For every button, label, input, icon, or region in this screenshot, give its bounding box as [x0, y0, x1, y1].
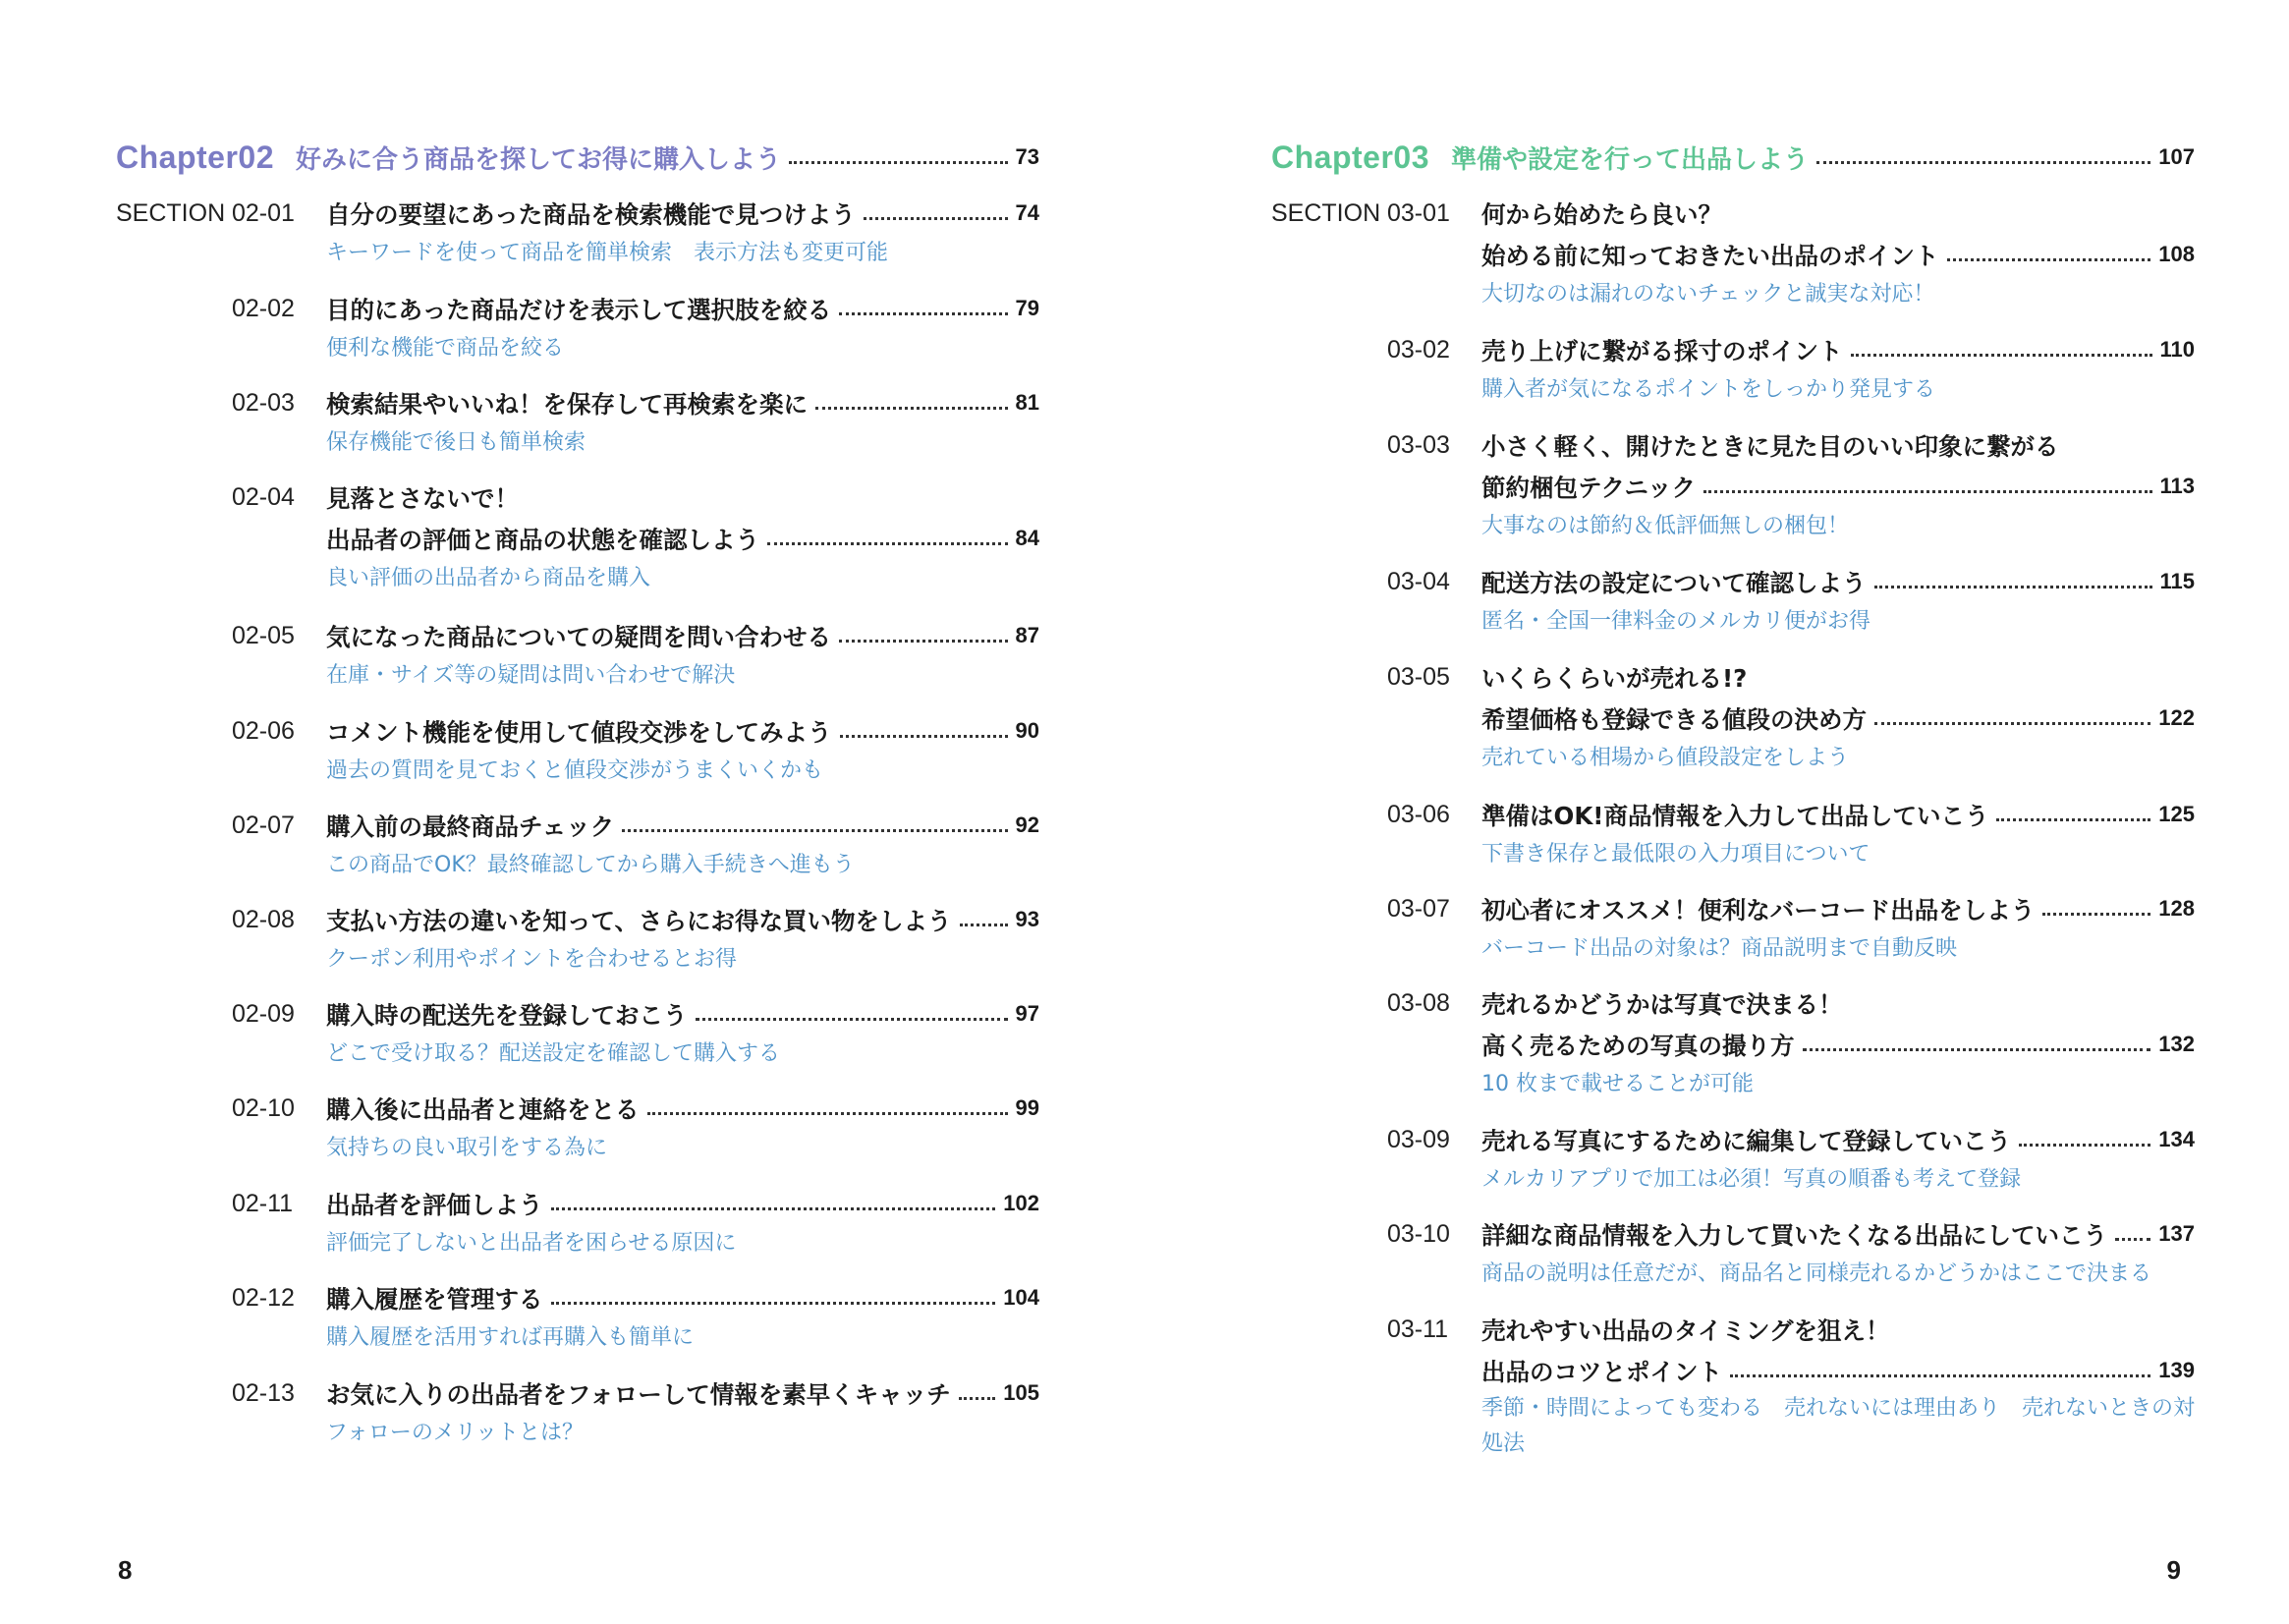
entry-title-line — [326, 193, 1039, 234]
section-number: 02-09 — [232, 1000, 295, 1028]
entry-title: 初心者にオススメ！便利なバーコード出品をしよう — [1481, 895, 2036, 924]
page-number: 92 — [1015, 812, 1039, 837]
folio-page-number: 9 — [2166, 1555, 2181, 1585]
entry-subtitle: 下書き保存と最低限の入力項目について — [1481, 842, 1870, 867]
entry-title: 詳細な商品情報を入力して買いたくなる出品にしていこう — [1481, 1220, 2107, 1250]
entry-subtitle: 売れている相場から値段設定をしよう — [1481, 746, 1850, 770]
toc-entry — [116, 710, 1039, 791]
entry-title-prefix: 売れやすい出品のタイミングを狙え！ — [1481, 1316, 1890, 1345]
entry-title-line — [326, 382, 1039, 423]
leader-dots — [647, 1112, 1008, 1115]
leader-dots — [551, 1207, 996, 1210]
page-number: 105 — [1003, 1380, 1039, 1405]
leader-dots — [1803, 1048, 2151, 1051]
toc-entry — [116, 1088, 1039, 1168]
chapter-heading — [116, 136, 1039, 179]
chapter-heading — [1271, 136, 2195, 179]
section-label: SECTION — [1271, 199, 1381, 227]
leader-dots — [960, 924, 1008, 926]
page-number: 110 — [2159, 337, 2195, 362]
toc-entry — [116, 899, 1039, 980]
leader-dots — [1874, 586, 2152, 588]
entry-title-line — [1481, 1024, 2195, 1065]
leader-dots — [864, 217, 1008, 220]
entry-title: 気になった商品についての疑問を問い合わせる — [326, 622, 832, 651]
entry-title-line — [1481, 561, 2195, 602]
page-number: 87 — [1015, 623, 1039, 647]
entry-title: 売り上げに繋がる採寸のポイント — [1481, 336, 1843, 365]
entry-subtitle: この商品でOK？最終確認してから購入手続きへ進もう — [326, 853, 855, 877]
entry-title-line — [326, 518, 1039, 559]
entry-subtitle: 良い評価の出品者から商品を購入 — [326, 566, 651, 590]
entry-title: 配送方法の設定について確認しよう — [1481, 568, 1867, 597]
right-page — [1271, 0, 2195, 1624]
entry-title-line — [1481, 656, 2195, 698]
entry-subtitle: どこで受け取る？配送設定を確認して購入する — [326, 1041, 781, 1066]
entry-subtitle: 便利な機能で商品を絞る — [326, 336, 565, 361]
entry-title-prefix: 小さく軽く、開けたときに見た目のいい印象に繋がる — [1481, 431, 2059, 461]
section-number: 02-11 — [232, 1190, 294, 1217]
leader-dots — [1996, 818, 2150, 821]
entry-title-line — [326, 1183, 1039, 1224]
page-number: 84 — [1015, 526, 1039, 550]
entry-subtitle: 購入者が気になるポイントをしっかり発見する — [1481, 377, 1936, 402]
entry-title: 売れる写真にするために編集して登録していこう — [1481, 1126, 2011, 1155]
entry-subtitle: 購入履歴を活用すれば再購入も簡単に — [326, 1325, 695, 1350]
entry-subtitle: 在庫・サイズ等の疑問は問い合わせで解決 — [326, 663, 736, 688]
leader-dots — [1730, 1374, 2150, 1377]
entry-title-line — [1481, 329, 2195, 370]
entry-title-line — [1481, 1309, 2195, 1350]
entry-subtitle: バーコード出品の対象は？商品説明まで自動反映 — [1481, 936, 1958, 961]
entry-title: 始める前に知っておきたい出品のポイント — [1481, 241, 1939, 270]
leader-dots — [839, 312, 1007, 315]
left-page — [116, 0, 1039, 1624]
chapter-label: Chapter02 — [116, 139, 274, 175]
entry-title-prefix: いくらくらいが売れる!? — [1481, 663, 1748, 693]
toc-entry — [1271, 561, 2195, 642]
page-number: 102 — [1003, 1191, 1039, 1215]
toc-entry — [1271, 982, 2195, 1104]
section-number: 03-09 — [1387, 1126, 1450, 1153]
toc-entry — [116, 993, 1039, 1074]
entry-title: 出品のコツとポイント — [1481, 1357, 1722, 1386]
entry-title-prefix: 何から始めたら良い？ — [1481, 199, 1722, 229]
toc-entry — [1271, 794, 2195, 874]
toc-entry — [116, 615, 1039, 696]
page-number: 90 — [1015, 718, 1039, 743]
entry-subtitle: 匿名・全国一律料金のメルカリ便がお得 — [1481, 609, 1871, 634]
entry-subtitle: 季節・時間によっても変わる 売れないには理由あり 売れないときの対処法 — [1481, 1396, 2196, 1456]
leader-dots — [1851, 354, 2152, 357]
entry-title-line — [326, 1372, 1039, 1414]
toc-entry — [1271, 888, 2195, 969]
entry-title-line — [1481, 698, 2195, 739]
entry-subtitle: フォローのメリットとは？ — [326, 1421, 585, 1445]
entry-title: 検索結果やいいね！を保存して再検索を楽に — [326, 389, 808, 419]
entry-subtitle: 大切なのは漏れのないチェックと誠実な対応！ — [1481, 282, 1935, 307]
entry-title: 購入後に出品者と連絡をとる — [326, 1094, 640, 1124]
leader-dots — [2042, 913, 2150, 916]
page-number: 104 — [1003, 1285, 1039, 1310]
entry-title-line — [1481, 1119, 2195, 1160]
toc-entry — [116, 1372, 1039, 1453]
section-number: 02-03 — [232, 389, 295, 417]
leader-dots — [840, 735, 1008, 738]
section-number: 03-11 — [1387, 1316, 1449, 1343]
entry-title-line — [1481, 234, 2195, 275]
section-number: 02-07 — [232, 812, 295, 839]
leader-dots — [2019, 1144, 2150, 1147]
toc-entry — [1271, 1309, 2195, 1462]
entry-title-line — [1481, 1350, 2195, 1391]
section-number: 03-10 — [1387, 1220, 1450, 1248]
page-number: 134 — [2158, 1127, 2195, 1151]
toc-entry — [116, 193, 1039, 273]
toc-entry — [116, 805, 1039, 885]
leader-dots — [551, 1302, 996, 1305]
entry-title-line — [1481, 424, 2195, 466]
entry-title: 高く売るための写真の撮り方 — [1481, 1031, 1795, 1060]
leader-dots — [815, 407, 1008, 410]
entry-title: 購入履歴を管理する — [326, 1284, 543, 1314]
page-number: 93 — [1015, 907, 1039, 931]
entry-subtitle: 10 枚まで載せることが可能 — [1481, 1072, 1754, 1096]
entry-title: 購入時の配送先を登録しておこう — [326, 1000, 688, 1030]
entry-title: 出品者の評価と商品の状態を確認しよう — [326, 525, 759, 554]
entry-subtitle: 評価完了しないと出品者を困らせる原因に — [326, 1231, 737, 1256]
page-number: 74 — [1015, 200, 1039, 225]
page-number: 122 — [2158, 705, 2195, 730]
entry-title-line — [1481, 193, 2195, 234]
toc-entry — [1271, 424, 2195, 546]
entry-title-line — [326, 805, 1039, 846]
entry-title-line — [326, 288, 1039, 329]
entry-subtitle: キーワードを使って商品を簡単検索 表示方法も変更可能 — [326, 241, 889, 265]
leader-dots — [839, 640, 1008, 643]
entry-title: 準備はOK!商品情報を入力して出品していこう — [1481, 801, 1989, 830]
leader-dots — [2115, 1238, 2150, 1241]
entry-title-prefix: 見落とさないで！ — [326, 483, 519, 513]
leader-dots — [1874, 722, 2150, 725]
toc-entry — [116, 476, 1039, 598]
entry-title: 節約梱包テクニック — [1481, 473, 1697, 502]
leader-dots — [1947, 258, 2151, 261]
chapter-title: 好みに合う商品を探してお得に購入しよう — [296, 144, 782, 175]
section-label: SECTION — [116, 199, 226, 227]
page-number: 108 — [2158, 242, 2195, 266]
leader-dots — [696, 1018, 1008, 1021]
leader-dots — [789, 161, 1008, 164]
section-number: 03-03 — [1387, 431, 1450, 459]
page-number: 99 — [1015, 1095, 1039, 1120]
toc-entry — [1271, 1119, 2195, 1200]
entry-title-line — [326, 1277, 1039, 1318]
leader-dots — [959, 1397, 996, 1400]
section-number: 02-10 — [232, 1094, 295, 1122]
entry-title-line — [326, 615, 1039, 656]
section-number: 03-08 — [1387, 989, 1450, 1017]
folio-page-number: 8 — [118, 1555, 133, 1585]
entry-title-line — [1481, 982, 2195, 1024]
section-number: 02-04 — [232, 483, 295, 511]
entry-subtitle: 気持ちの良い取引をする為に — [326, 1136, 608, 1160]
entry-title: 購入前の最終商品チェック — [326, 812, 615, 841]
page-number: 125 — [2158, 802, 2195, 826]
page-number: 97 — [1015, 1001, 1039, 1026]
entry-title: 支払い方法の違いを知って、さらにお得な買い物をしよう — [326, 906, 952, 935]
section-number: 02-13 — [232, 1379, 295, 1407]
section-number: 03-07 — [1387, 895, 1450, 923]
entry-title: 希望価格も登録できる値段の決め方 — [1481, 704, 1867, 734]
page-number: 139 — [2158, 1358, 2195, 1382]
section-number: 03-04 — [1387, 568, 1450, 595]
page-number: 115 — [2159, 569, 2195, 593]
entry-title-line — [326, 1088, 1039, 1129]
entry-title: 出品者を評価しよう — [326, 1190, 543, 1219]
toc-entry — [1271, 656, 2195, 778]
page-number: 81 — [1015, 390, 1039, 415]
section-number: 03-02 — [1387, 336, 1450, 364]
section-number: 03-06 — [1387, 801, 1450, 828]
entry-title: お気に入りの出品者をフォローして情報を素早くキャッチ — [326, 1379, 951, 1409]
entry-title-line — [1481, 1213, 2195, 1255]
entry-title-line — [326, 710, 1039, 752]
section-number: 02-01 — [232, 199, 295, 227]
toc-entry — [116, 382, 1039, 463]
toc-entry — [116, 1277, 1039, 1358]
leader-dots — [1703, 490, 2151, 493]
toc-entry — [1271, 329, 2195, 410]
entry-subtitle: 過去の質問を見ておくと値段交渉がうまくいくかも — [326, 758, 824, 783]
entry-title-line — [326, 476, 1039, 518]
toc-entry — [1271, 193, 2195, 314]
section-number: 03-01 — [1387, 199, 1450, 227]
page-number: 132 — [2158, 1032, 2195, 1056]
entry-title-line — [1481, 794, 2195, 835]
section-number: 02-06 — [232, 717, 295, 745]
section-number: 02-12 — [232, 1284, 295, 1312]
leader-dots — [1816, 161, 2150, 164]
entry-subtitle: クーポン利用やポイントを合わせるとお得 — [326, 947, 738, 972]
page-number: 107 — [2158, 144, 2195, 169]
entry-subtitle: 大事なのは節約＆低評価無しの梱包！ — [1481, 514, 1850, 538]
page-number: 137 — [2158, 1221, 2195, 1246]
entry-title: 自分の要望にあった商品を検索機能で見つけよう — [326, 199, 856, 229]
toc-entry — [1271, 1213, 2195, 1294]
leader-dots — [622, 829, 1007, 832]
entry-subtitle: 保存機能で後日も簡単検索 — [326, 430, 586, 455]
entry-subtitle: 商品の説明は任意だが、商品名と同様売れるかどうかはここで決まる — [1481, 1261, 2152, 1286]
toc-entry — [116, 288, 1039, 368]
section-number: 03-05 — [1387, 663, 1450, 691]
section-number: 02-02 — [232, 295, 295, 322]
section-number: 02-08 — [232, 906, 295, 933]
entry-title-line — [326, 993, 1039, 1035]
leader-dots — [767, 542, 1008, 545]
entry-subtitle: メルカリアプリで加工は必須！写真の順番も考えて登録 — [1481, 1167, 2022, 1192]
entry-title: 目的にあった商品だけを表示して選択肢を絞る — [326, 295, 832, 324]
page-number: 79 — [1015, 296, 1039, 320]
entry-title-line — [326, 899, 1039, 940]
chapter-label: Chapter03 — [1271, 139, 1429, 175]
entry-title-line — [1481, 466, 2195, 507]
entry-title-line — [1481, 888, 2195, 929]
chapter-title: 準備や設定を行って出品しよう — [1451, 144, 1810, 175]
page-number: 73 — [1015, 144, 1039, 169]
section-number: 02-05 — [232, 622, 295, 649]
entry-title-prefix: 売れるかどうかは写真で決まる！ — [1481, 989, 1843, 1019]
toc-entry — [116, 1183, 1039, 1263]
page-number: 113 — [2159, 474, 2195, 498]
page-number: 128 — [2158, 896, 2195, 921]
entry-title: コメント機能を使用して値段交渉をしてみよう — [326, 717, 832, 747]
